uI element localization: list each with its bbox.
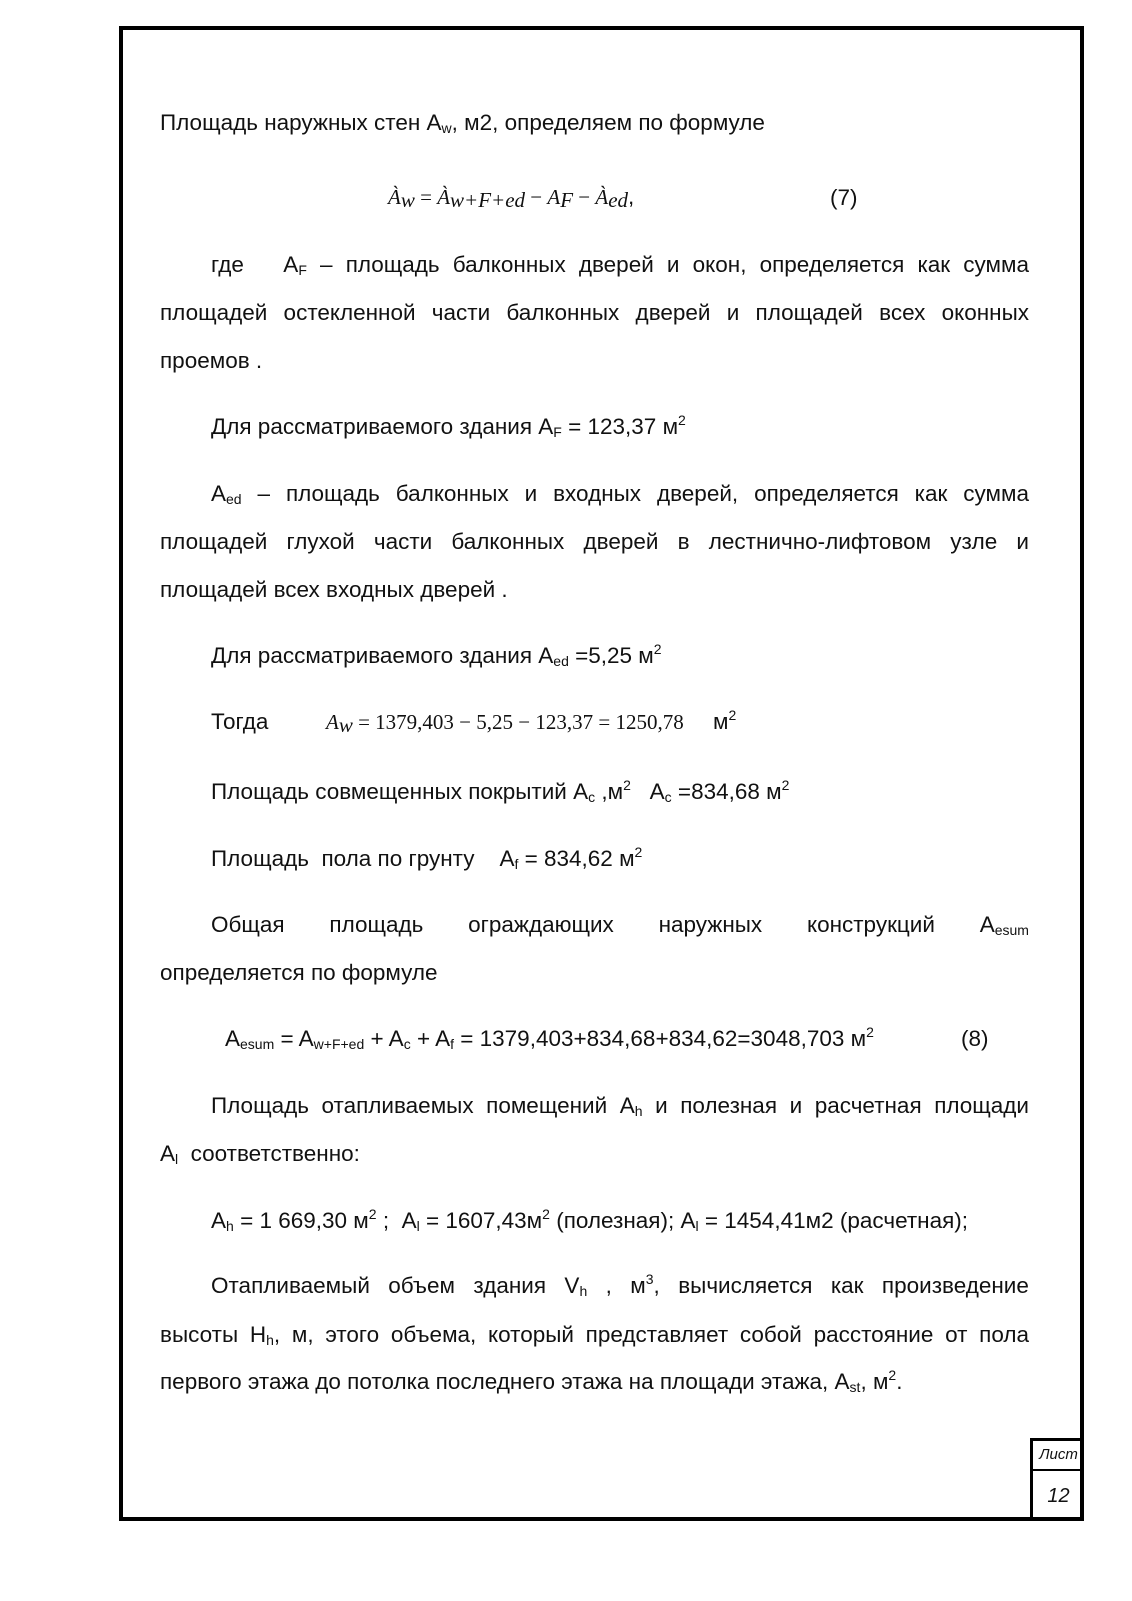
paragraph-aed-line1: $A_{ed}$ – площадь балконных и входных дверей, определяется как сумма: [211, 481, 1029, 507]
paragraph-aed-line3: площадей всех входных дверей .: [160, 577, 508, 602]
sheet-number: 12: [1047, 1485, 1070, 1507]
formula-8-number: (8): [961, 1026, 989, 1051]
paragraph-heated-area-line2: $A_l$ соответственно:: [160, 1141, 360, 1167]
heated-area-values: $A_h = 1$ 669,30 $м^2$ ; $A_l = 1607,43м^2$ (полезная); $A_l = 1454,41м2$ (расчетная);: [211, 1206, 969, 1234]
paragraph-wall-area: Площадь наружных стен $A_w$, м2, определяем по формуле: [160, 110, 765, 136]
aw-calculation-label: Тогда: [211, 709, 269, 734]
formula-8: $A_{esum} = A_{w+F+ed} + A_c + A_f = 1379,403+834,68+834,62=3048,703$ $м^2$: [225, 1024, 874, 1052]
paragraph-af-line1: где $A_F$ – площадь балконных дверей и окон, определяется как сумма: [211, 252, 1029, 278]
formula-7-number: (7): [830, 185, 858, 210]
aw-calculation-unit: $м^2$: [713, 707, 737, 734]
paragraph-aesum-line2: определяется по формуле: [160, 960, 438, 985]
paragraph-volume-line1: Отапливаемый объем здания $V_h$ , $м^3$, вычисляется как произведение: [211, 1271, 1029, 1299]
af-value: Для рассматриваемого здания $A_F = 123,37$ $м^2$: [211, 412, 686, 440]
floor-area: Площадь пола по грунту $A_f = 834,62$ $м^2$: [211, 844, 643, 872]
paragraph-volume-line3: первого этажа до потолка последнего этажа на площади этажа, $A_{st}$, $м^2$.: [160, 1367, 903, 1395]
formula-7: $À_w$ = $À_{w+F+ed} - A_F$ − $À_{ed}$,: [388, 184, 635, 212]
aed-value: Для рассматриваемого здания $A_{ed} =5,25$ $м^2$: [211, 641, 662, 669]
aw-calculation: $A_w = 1379,403 - 5,25 - 123,37 = 1250,78$: [326, 710, 684, 737]
paragraph-heated-area-line1: Площадь отапливаемых помещений $A_h$ и полезная и расчетная площади: [211, 1093, 1029, 1119]
paragraph-aesum-line1: Общая площадь ограждающих наружных конструкций $A_{esum}$: [211, 912, 1029, 938]
paragraph-volume-line2: высоты $H_h$, м, этого объема, который представляет собой расстояние от пола: [160, 1322, 1030, 1348]
sheet-stamp: [1030, 1438, 1084, 1521]
paragraph-af-line2: площадей остекленной части балконных дверей и площадей всех оконных: [160, 300, 1029, 325]
paragraph-af-line3: проемов .: [160, 348, 263, 373]
sheet-label: Лист: [1033, 1441, 1084, 1471]
roof-area: Площадь совмещенных покрытий $A_c$ $,м^2$ $A_c =834,68$ $м^2$: [211, 777, 790, 805]
paragraph-aed-line2: площадей глухой части балконных дверей в лестнично-лифтовом узле и: [160, 529, 1029, 554]
